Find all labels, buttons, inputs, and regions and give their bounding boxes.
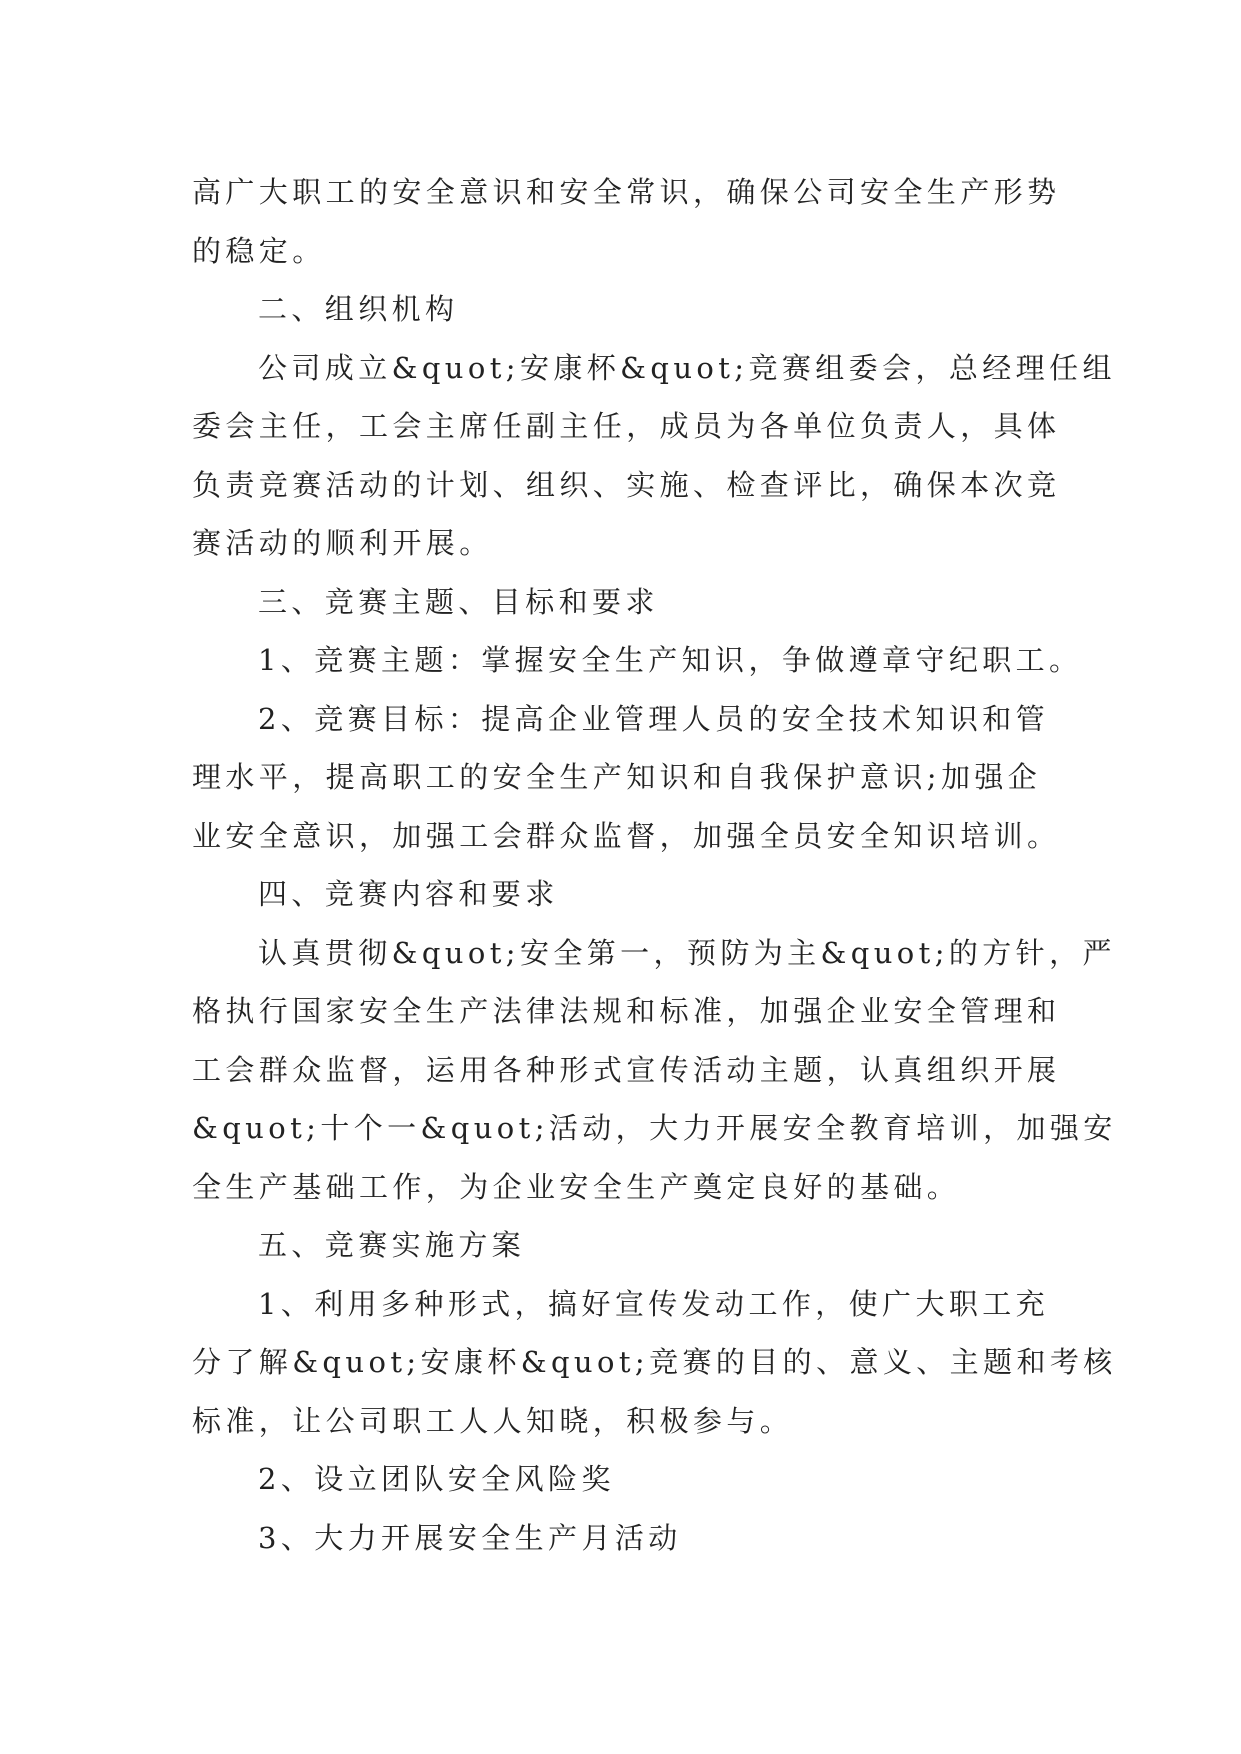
document-page (192, 163, 1117, 1567)
paragraph (192, 924, 1117, 1217)
text-line: 标准，让公司职工人人知晓，积极参与。 (192, 1403, 794, 1438)
text-line: 负责竞赛活动的计划、组织、实施、检查评比，确保本次竞 (192, 467, 1061, 502)
text-line: 1、竞赛主题：掌握安全生产知识，争做遵章守纪职工。 (258, 643, 1083, 677)
text-line: 理水平，提高职工的安全生产知识和自我保护意识;加强企 (192, 760, 1042, 794)
text-line: 分了解&quot;安康杯&quot;竞赛的目的、意义、主题和考核 (192, 1345, 1117, 1379)
text-line: &quot;十个一&quot;活动，大力开展安全教育培训，加强安 (192, 1111, 1117, 1145)
text-line: 二、组织机构 (258, 292, 459, 326)
text-line: 的稳定。 (192, 233, 326, 268)
text-line: 三、竞赛主题、目标和要求 (258, 584, 659, 619)
paragraph (192, 690, 1092, 866)
paragraph (192, 573, 1092, 632)
text-line: 2、竞赛目标：提高企业管理人员的安全技术知识和管 (258, 701, 1050, 736)
paragraph (192, 1216, 1092, 1275)
text-line: 五、竞赛实施方案 (258, 1228, 526, 1262)
text-line: 认真贯彻&quot;安全第一，预防为主&quot;的方针，严 (258, 935, 1116, 970)
paragraph (192, 631, 1092, 690)
text-line: 2、设立团队安全风险奖 (258, 1462, 615, 1496)
text-line: 工会群众监督，运用各种形式宣传活动主题，认真组织开展 (192, 1052, 1061, 1087)
text-line: 3、大力开展安全生产月活动 (258, 1520, 682, 1555)
text-line: 公司成立&quot;安康杯&quot;竞赛组委会，总经理任组 (258, 350, 1116, 385)
paragraph (192, 339, 1116, 573)
text-line: 赛活动的顺利开展。 (192, 526, 493, 560)
text-line: 高广大职工的安全意识和安全常识，确保公司安全生产形势 (192, 175, 1061, 209)
paragraph (192, 280, 1092, 339)
text-line: 全生产基础工作，为企业安全生产奠定良好的基础。 (192, 1169, 961, 1204)
text-line: 四、竞赛内容和要求 (258, 877, 559, 911)
continued-paragraph (192, 163, 1092, 280)
paragraph (192, 865, 1092, 924)
paragraph (192, 1509, 1092, 1568)
text-line: 业安全意识，加强工会群众监督，加强全员安全知识培训。 (192, 818, 1061, 853)
text-line: 格执行国家安全生产法律法规和标准，加强企业安全管理和 (192, 994, 1061, 1028)
document-body (192, 280, 1117, 1567)
paragraph (192, 1450, 1092, 1509)
text-line: 委会主任，工会主席任副主任，成员为各单位负责人，具体 (192, 409, 1061, 443)
paragraph (192, 1275, 1117, 1451)
text-line: 1、利用多种形式，搞好宣传发动工作，使广大职工充 (258, 1286, 1050, 1321)
